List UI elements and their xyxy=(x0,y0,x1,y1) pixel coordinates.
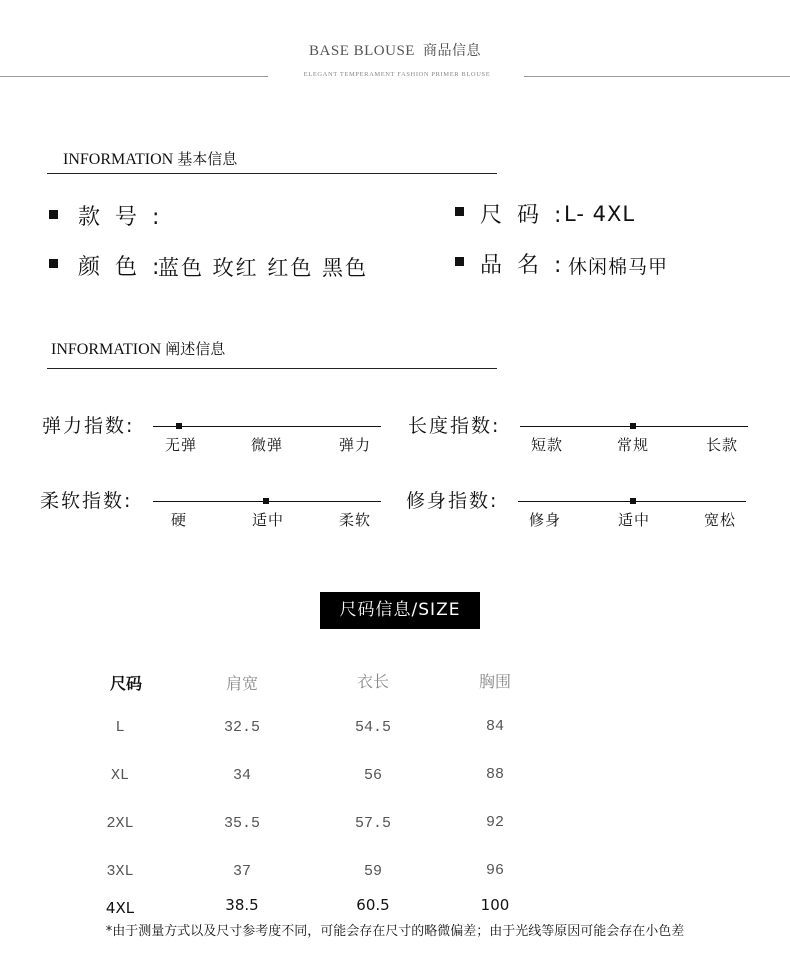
elasticity-option-elastic: 弹力 xyxy=(338,436,371,454)
header-title-en: BASE BLOUSE xyxy=(309,43,415,59)
description-title-cn: 阐述信息 xyxy=(165,340,226,358)
header-subtitle: ELEGANT TEMPERAMENT FASHION PRIMER BLOUSE xyxy=(303,71,491,78)
table-header: 胸围 xyxy=(478,674,511,691)
table-cell: 34 xyxy=(232,767,251,784)
product-name-value: 休闲棉马甲 xyxy=(568,256,669,278)
header-divider-right xyxy=(524,76,790,77)
table-cell: 59 xyxy=(363,863,382,880)
color-label: 颜 色 : xyxy=(78,255,164,280)
table-cell: 56 xyxy=(363,767,382,784)
table-cell: 37 xyxy=(232,863,251,880)
fit-index-label: 修身指数: xyxy=(406,490,499,512)
table-cell: 32.5 xyxy=(223,719,260,736)
table-header: 肩宽 xyxy=(225,676,258,693)
description-title xyxy=(51,338,225,359)
table-header: 衣长 xyxy=(356,674,389,691)
style-no-label: 款 号 : xyxy=(78,205,164,230)
fit-option-moderate: 适中 xyxy=(617,511,650,529)
header-title-cn: 商品信息 xyxy=(422,43,481,59)
table-cell: 88 xyxy=(485,766,504,783)
table-cell: 38.5 xyxy=(225,896,259,914)
size-info-badge: 尺码信息/SIZE xyxy=(320,592,480,629)
fit-option-loose: 宽松 xyxy=(703,511,736,529)
softness-index-label: 柔软指数: xyxy=(40,490,133,512)
size-value: L- 4XL xyxy=(564,202,636,226)
fit-index-marker xyxy=(630,498,636,504)
basic-info-title-cn: 基本信息 xyxy=(177,150,238,168)
table-cell: 92 xyxy=(485,814,504,831)
fit-option-slim: 修身 xyxy=(528,511,561,529)
softness-option-hard: 硬 xyxy=(170,511,187,529)
basic-info-title-en: INFORMATION xyxy=(63,151,174,168)
table-cell: 100 xyxy=(480,896,510,914)
bullet-icon xyxy=(455,207,464,216)
table-header: 尺码 xyxy=(109,674,142,693)
elasticity-option-none: 无弹 xyxy=(164,436,197,454)
header-divider-left xyxy=(0,76,268,77)
softness-option-moderate: 适中 xyxy=(251,511,284,529)
table-cell: 96 xyxy=(485,862,504,879)
table-cell: 4XL xyxy=(105,899,135,917)
color-value: 蓝色 玫红 红色 黑色 xyxy=(158,256,369,280)
product-name-label: 品 名 : xyxy=(480,253,566,278)
basic-info-title xyxy=(63,148,237,169)
description-title-en: INFORMATION xyxy=(51,341,162,358)
table-cell: 84 xyxy=(485,718,504,735)
elasticity-index-marker xyxy=(176,423,182,429)
table-cell: 2XL xyxy=(106,815,134,832)
elasticity-index-label: 弹力指数: xyxy=(42,415,135,437)
table-cell: 60.5 xyxy=(356,896,390,914)
table-cell: XL xyxy=(110,767,129,784)
length-index-marker xyxy=(630,423,636,429)
table-cell: 3XL xyxy=(106,863,134,880)
size-label: 尺 码 : xyxy=(480,203,566,228)
bullet-icon xyxy=(49,259,58,268)
softness-index-marker xyxy=(263,498,269,504)
length-option-short: 短款 xyxy=(530,436,563,454)
measurement-footnote: *由于测量方式以及尺寸参考度不同，可能会存在尺寸的略微偏差；由于光线等原因可能会存在小色差 xyxy=(105,924,685,939)
header-title xyxy=(0,40,790,60)
elasticity-index-scale xyxy=(153,426,381,427)
description-underline xyxy=(47,368,497,369)
table-cell: 54.5 xyxy=(354,719,391,736)
table-cell: L xyxy=(115,719,125,736)
bullet-icon xyxy=(49,210,58,219)
bullet-icon xyxy=(455,257,464,266)
length-option-long: 长款 xyxy=(705,436,738,454)
table-cell: 35.5 xyxy=(223,815,260,832)
elasticity-option-slight: 微弹 xyxy=(250,436,283,454)
table-cell: 57.5 xyxy=(354,815,391,832)
softness-option-soft: 柔软 xyxy=(338,511,371,529)
basic-info-underline xyxy=(47,173,497,174)
length-index-label: 长度指数: xyxy=(408,415,501,437)
length-option-regular: 常规 xyxy=(616,436,649,454)
